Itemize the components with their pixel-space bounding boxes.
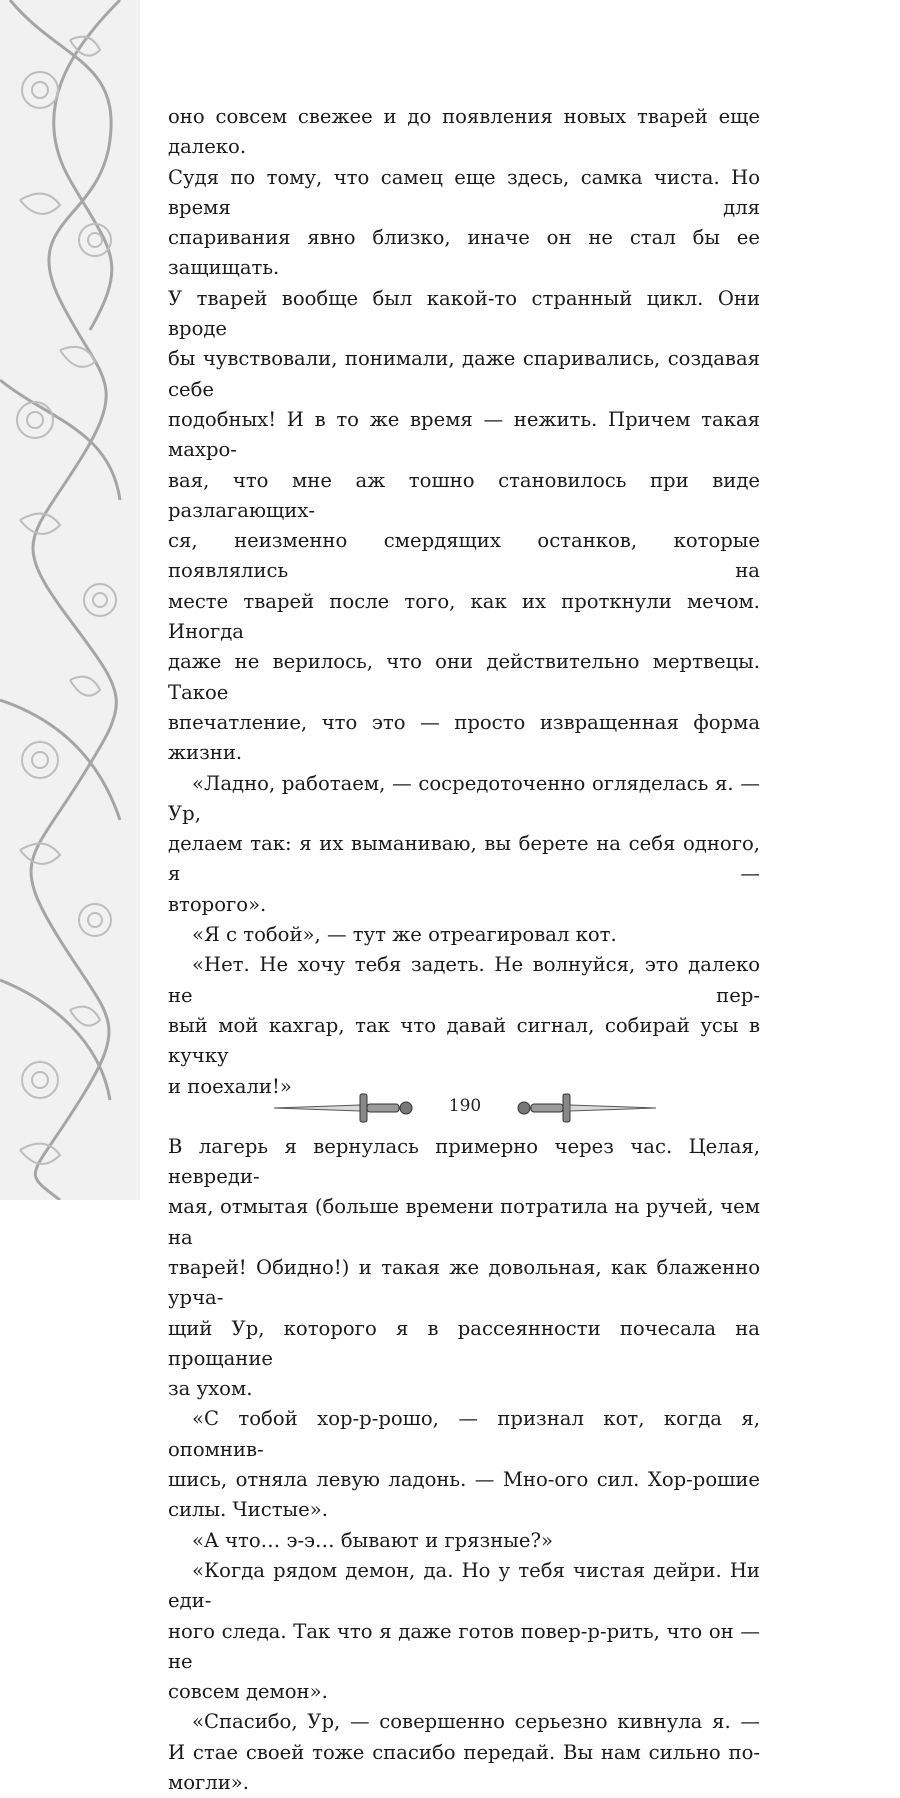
text-line: шись, отняла левую ладонь. — Мно-ого сил. Хор-рошие [168, 1468, 760, 1492]
sword-right-icon [500, 1088, 660, 1128]
text-line: за ухом. [168, 1377, 253, 1401]
text-line: «Когда рядом демон, да. Но у тебя чистая дейри. Ни еди- [168, 1558, 760, 1613]
text-line: тварей! Обидно!) и такая же довольная, как блаженно урча- [168, 1255, 760, 1310]
text-line: Судя по тому, что самец еще здесь, самка чиста. Но время для [168, 165, 760, 219]
text-line: даже не верилось, что они действительно мертвецы. Такое [168, 650, 760, 704]
text-line: И стае своей тоже спасибо передай. Вы нам сильно по- [168, 1740, 760, 1764]
decorative-floral-border [0, 0, 140, 1200]
text-line: «Спасибо, Ур, — совершенно серьезно кивнула я. — [192, 1710, 760, 1734]
text-line: делаем так: я их выманиваю, вы берете на себя одного, я — [168, 832, 760, 886]
text-line: спаривания явно близко, иначе он не стал бы ее защищать. [168, 226, 760, 280]
text-line: впечатление, что это — просто извращенная форма жизни. [168, 710, 760, 765]
text-line: и поехали!» [168, 1074, 292, 1098]
text-line: оно совсем свежее и до появления новых тварей еще далеко. [168, 105, 760, 159]
text-line: могли». [168, 1771, 250, 1795]
page-body-text [168, 102, 760, 1798]
text-line: вый мой кахгар, так что давай сигнал, собирай усы в кучку [168, 1013, 760, 1068]
text-line: «С тобой хор-р-рошо, — признал кот, когда я, опомнив- [168, 1407, 760, 1461]
floral-pattern-icon [0, 0, 140, 1200]
text-line: «А что… э-э… бывают и грязные?» [192, 1528, 553, 1552]
text-line: В лагерь я вернулась примерно через час. Целая, невреди- [168, 1134, 760, 1189]
text-line: щий Ур, которого я в рассеянности почесала на прощание [168, 1316, 760, 1370]
text-line: «Я с тобой», — тут же отреагировал кот. [192, 923, 617, 947]
text-line: ного следа. Так что я даже готов повер-р-рить, что он — не [168, 1619, 760, 1673]
text-line: бы чувствовали, понимали, даже спаривались, создавая себе [168, 347, 760, 401]
text-line: «Ладно, работаем, — сосредоточенно огляделась я. — Ур, [168, 771, 760, 825]
text-line: мая, отмытая (больше времени потратила на ручей, чем на [168, 1195, 760, 1249]
text-line: ся, неизменно смердящих останков, которые появлялись на [168, 529, 760, 583]
page-footer [270, 1080, 660, 1132]
text-line: второго». [168, 892, 267, 916]
text-line: совсем демон». [168, 1680, 328, 1704]
text-line: «Нет. Не хочу тебя задеть. Не волнуйся, это далеко не пер- [168, 953, 760, 1007]
text-line: силы. Чистые». [168, 1498, 328, 1522]
text-line: подобных! И в то же время — нежить. Причем такая махро- [168, 407, 760, 462]
text-line: У тварей вообще был какой-то странный цикл. Они вроде [168, 286, 760, 341]
text-line: вая, что мне аж тошно становилось при виде разлагающих- [168, 468, 760, 522]
text-line: месте тварей после того, как их проткнули мечом. Иногда [168, 589, 760, 644]
page-number: 190 [448, 1096, 482, 1116]
